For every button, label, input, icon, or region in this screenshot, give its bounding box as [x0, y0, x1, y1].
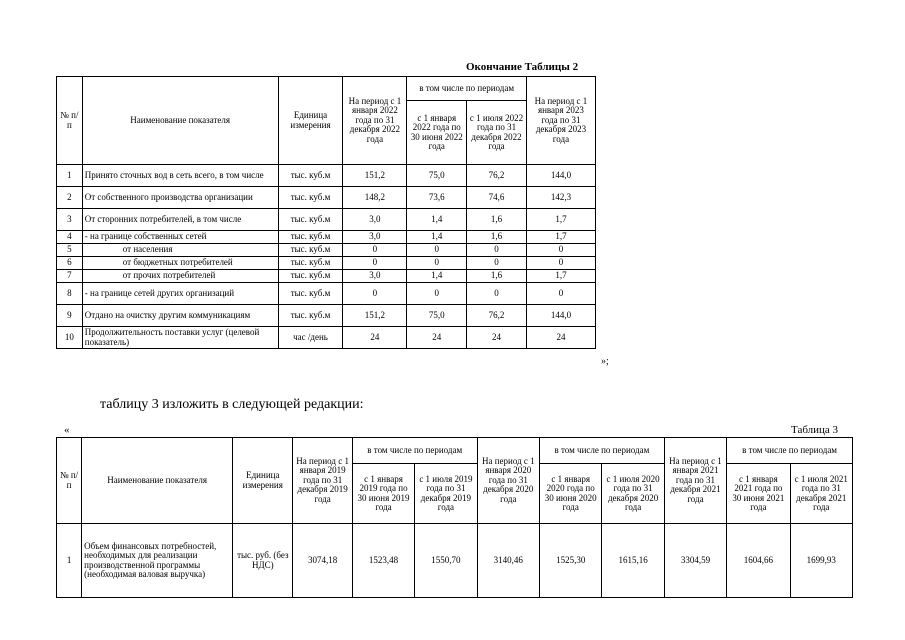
- t2-cell-sub1: 1,4: [407, 231, 467, 244]
- t2-header-num: № п/п: [57, 77, 83, 165]
- t3-header-p2019a: с 1 января 2019 года по 30 июня 2019 года: [352, 464, 414, 524]
- t3-header-p2019b: с 1 июля 2019 года по 31 декабря 2019 года: [415, 464, 477, 524]
- t3-header-num: № п/п: [57, 438, 82, 524]
- t2-cell-sub1: 1,4: [407, 270, 467, 283]
- t2-cell-period: 0: [343, 257, 407, 270]
- t3-cell-value: 1523,48: [352, 524, 414, 598]
- t3-cell-num: 1: [57, 524, 82, 598]
- t2-cell-unit: тыс. куб.м: [278, 270, 343, 283]
- t2-cell-num: 3: [57, 209, 83, 231]
- t2-header-sub2: с 1 июля 2022 года по 31 декабря 2022 года: [467, 101, 527, 165]
- t3-header-subgroup-2021: в том числе по периодам: [727, 438, 853, 464]
- t2-cell-period-next: 1,7: [526, 209, 595, 231]
- t2-cell-period: 151,2: [343, 165, 407, 187]
- table-row: [57, 524, 853, 598]
- t2-cell-name: Принято сточных вод в сеть всего, в том числе: [82, 165, 278, 187]
- t2-cell-name: - на границе собственных сетей: [82, 231, 278, 244]
- t3-header-name: Наименование показателя: [82, 438, 233, 524]
- table2: [56, 76, 596, 349]
- t3-header-p2021b: с 1 июля 2021 года по 31 декабря 2021 года: [790, 464, 852, 524]
- t2-cell-name: от прочих потребителей: [82, 270, 278, 283]
- t2-cell-period-next: 142,3: [526, 187, 595, 209]
- t2-cell-period: 3,0: [343, 270, 407, 283]
- t3-cell-value: 1699,93: [790, 524, 852, 598]
- t3-header-p2021a: с 1 января 2021 года по 30 июня 2021 года: [727, 464, 790, 524]
- t2-cell-sub1: 0: [407, 257, 467, 270]
- t2-cell-sub2: 0: [467, 257, 527, 270]
- t3-header-p2020: На период с 1 января 2020 года по 31 декабря 2020 года: [477, 438, 539, 524]
- t2-header-period: На период с 1 января 2022 года по 31 декабря 2022 года: [343, 77, 407, 165]
- t2-cell-name: Отдано на очистку другим коммуникациям: [82, 305, 278, 327]
- t2-cell-sub2: 76,2: [467, 165, 527, 187]
- t3-header-subgroup-2019: в том числе по периодам: [352, 438, 477, 464]
- t2-cell-unit: тыс. куб.м: [278, 209, 343, 231]
- t2-cell-period: 148,2: [343, 187, 407, 209]
- t2-cell-num: 10: [57, 327, 83, 349]
- t2-cell-sub2: 1,6: [467, 270, 527, 283]
- t2-cell-num: 5: [57, 244, 83, 257]
- t2-cell-name: от населения: [82, 244, 278, 257]
- t2-cell-unit: тыс. куб.м: [278, 231, 343, 244]
- t2-cell-name: От сторонних потребителей, в том числе: [82, 209, 278, 231]
- t3-header-p2019: На период с 1 января 2019 года по 31 декабря 2019 года: [293, 438, 352, 524]
- t2-cell-num: 8: [57, 283, 83, 305]
- t2-cell-unit: тыс. куб.м: [278, 305, 343, 327]
- table-row: [57, 187, 596, 209]
- table-row: [57, 257, 596, 270]
- t2-header-period-next: На период с 1 января 2023 года по 31 декабря 2023 года: [526, 77, 595, 165]
- t2-cell-period-next: 1,7: [526, 231, 595, 244]
- t2-cell-period-next: 0: [526, 257, 595, 270]
- t2-cell-unit: час /день: [278, 327, 343, 349]
- t3-cell-value: 1550,70: [415, 524, 477, 598]
- t2-cell-sub2: 0: [467, 244, 527, 257]
- t2-cell-period-next: 0: [526, 244, 595, 257]
- table-row: [57, 283, 596, 305]
- t2-cell-sub1: 75,0: [407, 305, 467, 327]
- t2-cell-sub2: 0: [467, 283, 527, 305]
- t2-cell-sub1: 0: [407, 283, 467, 305]
- t2-cell-num: 2: [57, 187, 83, 209]
- table-row: [57, 270, 596, 283]
- t2-header-subgroup: в том числе по периодам: [407, 77, 527, 101]
- t2-cell-sub1: 73,6: [407, 187, 467, 209]
- t2-cell-num: 1: [57, 165, 83, 187]
- t2-cell-period: 0: [343, 283, 407, 305]
- table-row: [57, 165, 596, 187]
- t2-cell-sub2: 1,6: [467, 209, 527, 231]
- t3-cell-value: 1525,30: [540, 524, 602, 598]
- t2-cell-period: 24: [343, 327, 407, 349]
- table-row: [57, 305, 596, 327]
- table-row: [57, 231, 596, 244]
- t2-cell-num: 6: [57, 257, 83, 270]
- t2-cell-name: - на границе сетей других организаций: [82, 283, 278, 305]
- t3-cell-value: 3304,59: [664, 524, 726, 598]
- t2-cell-sub1: 24: [407, 327, 467, 349]
- table3-open-quote: «: [64, 424, 70, 436]
- t2-header-sub1: с 1 января 2022 года по 30 июня 2022 года: [407, 101, 467, 165]
- t2-cell-period: 151,2: [343, 305, 407, 327]
- t3-cell-unit: тыс. руб. (без НДС): [233, 524, 293, 598]
- t2-cell-sub2: 24: [467, 327, 527, 349]
- table3: [56, 437, 853, 598]
- t2-cell-period: 3,0: [343, 209, 407, 231]
- t3-cell-value: 1615,16: [602, 524, 664, 598]
- table2-caption: Окончание Таблицы 2: [466, 61, 579, 73]
- t2-cell-period-next: 1,7: [526, 270, 595, 283]
- t2-cell-period-next: 144,0: [526, 305, 595, 327]
- t3-cell-value: 1604,66: [727, 524, 790, 598]
- t2-cell-num: 7: [57, 270, 83, 283]
- t2-cell-name: От собственного производства организации: [82, 187, 278, 209]
- t2-cell-num: 9: [57, 305, 83, 327]
- t3-cell-value: 3074,18: [293, 524, 352, 598]
- t2-cell-unit: тыс. куб.м: [278, 244, 343, 257]
- t3-header-unit: Единица измерения: [233, 438, 293, 524]
- instruction-text: таблицу 3 изложить в следующей редакции:: [100, 397, 364, 412]
- t2-cell-sub2: 74,6: [467, 187, 527, 209]
- t2-cell-sub2: 1,6: [467, 231, 527, 244]
- t3-cell-value: 3140,46: [477, 524, 539, 598]
- table-row: [57, 209, 596, 231]
- t2-cell-unit: тыс. куб.м: [278, 257, 343, 270]
- t2-cell-name: от бюджетных потребителей: [82, 257, 278, 270]
- t3-header-p2020a: с 1 января 2020 года по 30 июня 2020 года: [540, 464, 602, 524]
- t2-cell-sub1: 75,0: [407, 165, 467, 187]
- t2-cell-num: 4: [57, 231, 83, 244]
- t2-cell-period-next: 24: [526, 327, 595, 349]
- t2-cell-unit: тыс. куб.м: [278, 165, 343, 187]
- t2-cell-name: Продолжительность поставки услуг (целевой показатель): [82, 327, 278, 349]
- t3-cell-name: Объем финансовых потребностей, необходимых для реализации производственной программы (необходимая валовая выручка): [82, 524, 233, 598]
- t3-header-p2021: На период с 1 января 2021 года по 31 декабря 2021 года: [664, 438, 726, 524]
- t2-cell-unit: тыс. куб.м: [278, 187, 343, 209]
- table-row: [57, 244, 596, 257]
- t2-cell-sub1: 0: [407, 244, 467, 257]
- t2-cell-period-next: 144,0: [526, 165, 595, 187]
- t2-cell-unit: тыс. куб.м: [278, 283, 343, 305]
- t2-cell-sub1: 1,4: [407, 209, 467, 231]
- table-row: [57, 327, 596, 349]
- t2-header-unit: Единица измерения: [278, 77, 343, 165]
- t2-cell-sub2: 76,2: [467, 305, 527, 327]
- t2-cell-period: 0: [343, 244, 407, 257]
- t2-header-name: Наименование показателя: [82, 77, 278, 165]
- table2-trailer: »;: [601, 356, 609, 367]
- t3-header-p2020b: с 1 июля 2020 года по 31 декабря 2020 года: [602, 464, 664, 524]
- t2-cell-period: 3,0: [343, 231, 407, 244]
- t3-header-subgroup-2020: в том числе по периодам: [540, 438, 665, 464]
- table3-caption: Таблица 3: [791, 424, 839, 436]
- t2-cell-period-next: 0: [526, 283, 595, 305]
